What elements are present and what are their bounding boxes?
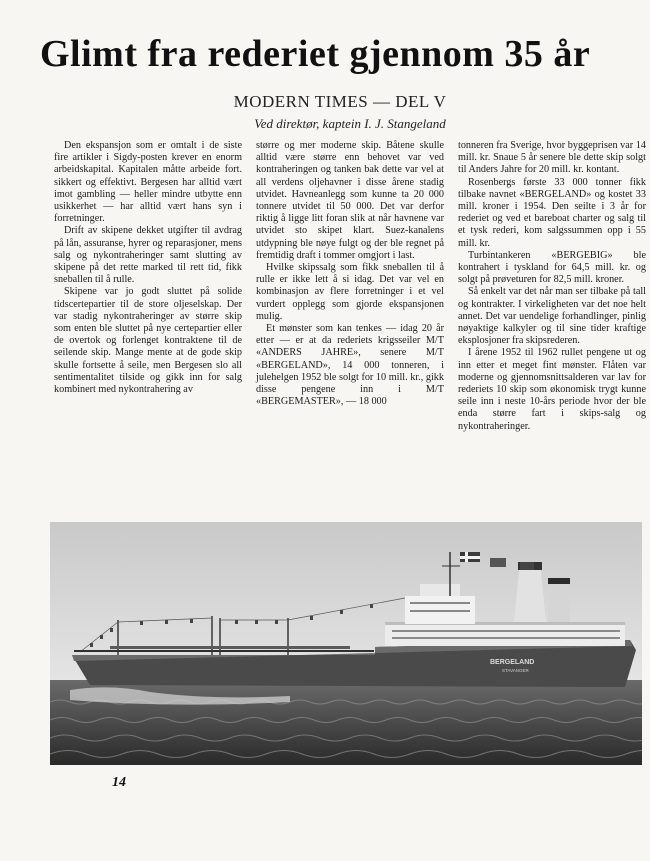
paragraph: Et mønster som kan tenkes — idag 20 år etter — er at da rederiets krigsseiler M/T «ANDERS JAHRE», senere M/T «BERGELAND», 14 000 tonneren, i julehelgen 1952 ble solgt for 10 mill. kr., gikk disse pengene inn i M/T «BERGEMASTER», — 18 000 (256, 323, 444, 408)
page-number: 14 (112, 775, 126, 790)
paragraph: større og mer moderne skip. Båtene skulle alltid være større enn behovet var ved kontraheringen og tanken bak dette var vel at all verdens oljehavner i disse årene stadig utvidet. Havneanlegg som kunne ta 20 000 tonnere utvidet til 50 000. Det var derfor riktig å ligge litt foran slik at når havnene var utvidet sto skipet klart. Suez-kanalens utdypning ble nøye fulgt og der ble regnet på fremtidig draft i tommer omgjort i last. (256, 140, 444, 261)
text-column-1 (54, 140, 242, 396)
paragraph: I årene 1952 til 1962 rullet pengene ut og inn etter et meget fint mønster. Flåten var moderne og gjennomsnittsalderen var lav for rederiets 10 skip som økonomisk trygt kunne seile inn i neste 10-års periode hvor der ble enda større fart i skips-salg og nykontraheringer. (458, 347, 646, 432)
paragraph: Så enkelt var det når man ser tilbake på tall og kontrakter. I virkeligheten var det noe helt annet. Det var uendelige forhandlinger, pinlig nøyaktige kalkyler og til sine tider kraftige eksplosjoner fra skipsrederen. (458, 286, 646, 347)
paragraph: Skipene var jo godt sluttet på solide tidscertepartier til de store oljeselskap. Der var stadig nykontraheringer av større skip som enten ble sluttet på nye certepartier eller de overtok og forlenget kontraktene til de seilende skip. Mange mente at de gode skip skulle fortsette å seile, men Bergesen slo all sentimentalitet tilside og gikk inn for salg kombinert med nykontrahering av (54, 286, 242, 396)
hull-port: STAVANGER (502, 668, 529, 673)
text-column-3 (458, 140, 646, 433)
text-column-2 (256, 140, 444, 408)
paragraph: Rosenbergs første 33 000 tonner fikk tilbake navnet «BERGELAND» og kostet 33 mill. kroner i 1954. Den seilte i 3 år for rederiet og ved et bareboat charter og salg til et tysk rederi, kom salgssummen opp i 55 mill. kr. (458, 176, 646, 249)
article-byline: Ved direktør, kaptein I. J. Stangeland (254, 116, 446, 131)
article-subtitle: MODERN TIMES — DEL V (233, 92, 447, 111)
paragraph: Drift av skipene dekket utgifter til avdrag på lån, assuranse, hyrer og reparasjoner, mens salg og nykontraheringer samt slutting av skipene på det rette marked til rett tid, fikk sneballen til å rulle. (54, 225, 242, 286)
paragraph: Hvilke skipssalg som fikk sneballen til å rulle er ikke lett å si idag. Det var vel en kombinasjon av flere forretninger i et vel vurdert opplegg som gjorde ekspansjonen mulig. (256, 262, 444, 322)
paragraph: tonneren fra Sverige, hvor byggeprisen var 14 mill. kr. Snaue 5 år senere ble dette skip solgt til Anders Jahre for 20 mill. kr. kontant. (458, 140, 646, 176)
hull-name: BERGELAND (490, 659, 535, 666)
tanker-ship-photo (50, 522, 642, 765)
deck-line (74, 650, 374, 652)
article-title: Glimt fra rederiet gjennom 35 år (40, 33, 591, 75)
paragraph: Den ekspansjon som er omtalt i de siste fire artikler i Sigdy-posten krever en enorm arbeidskapital. Kapitalen måtte arbeide fort. sikkert og effektivt. Bergesen har alltid vært imot gambling — heller mindre utbytte enn usikkerhet — har alltid vært hans syn i forretninger. (54, 140, 242, 225)
paragraph: Turbintankeren «BERGEBIG» ble kontrahert i tyskland for 64,5 mill. kr. og solgt på prøveturen for 82,5 mill. kroner. (458, 249, 646, 286)
